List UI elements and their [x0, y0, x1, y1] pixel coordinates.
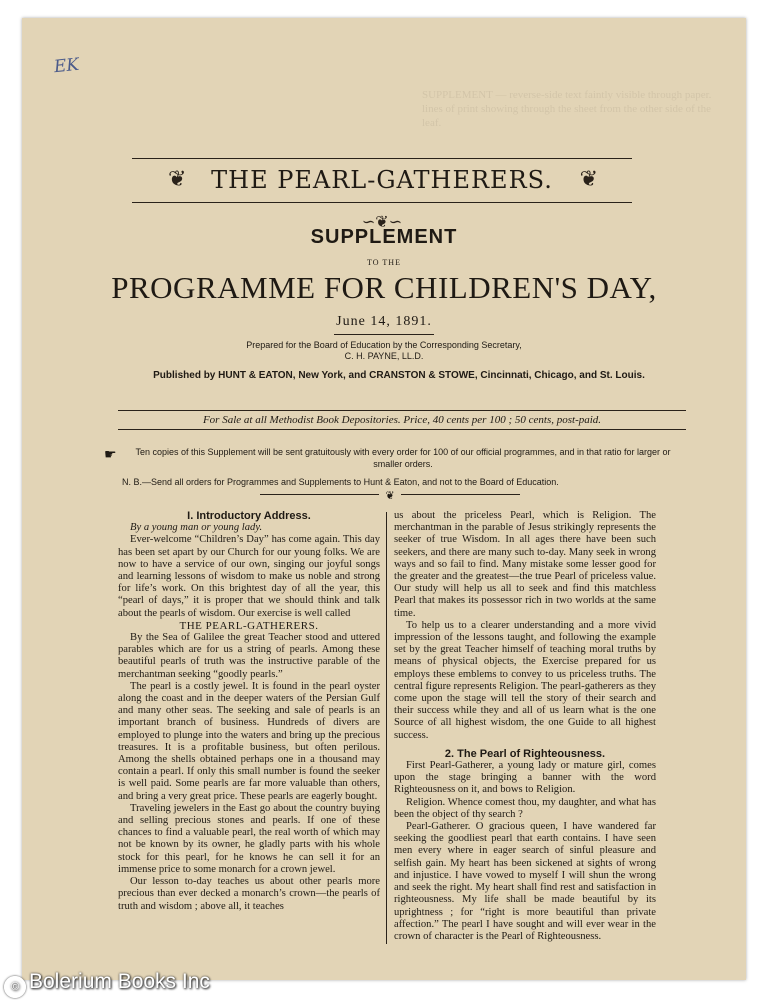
masthead-top-rule: [132, 158, 632, 159]
section-heading-introductory: I. Introductory Address.: [187, 510, 311, 522]
prepared-by: [22, 340, 746, 362]
scroll-ornament-icon: ❦: [168, 166, 187, 191]
paragraph: First Pearl-Gatherer, a young lady or mature girl, comes upon the stage bringing a banner with the word Righteousness on it, and bows to Religion.: [394, 760, 656, 796]
masthead-title: THE PEARL-GATHERERS.: [211, 166, 553, 194]
scroll-ornament-icon: ❦: [579, 166, 598, 191]
published-by: Published by HUNT & EATON, New York, and CRANSTON & STOWE, Cincinnati, Chicago, and St. Louis.: [153, 370, 645, 381]
paragraph: Ever-welcome “Children’s Day” has come again. This day has been set apart by our Church for our young folks. We are now to have a service of our own, singing our joyful songs and learning lessons of wisdom to make us noble and strong for life’s work. On this brightest day of all the year, this “pearl of days,” it is proper that we should think and talk about the pearls of wisdom. Our exercise is well called: [118, 534, 380, 619]
paragraph: Pearl-Gatherer. O gracious queen, I have wandered far seeking the goodliest pearl that earth contains. I have seen men every where in eager search of sinful pleasure and selfish gain. My heart has been sickened at sights of wrong and injustice. I have vowed to myself I will shun the wrong and seek the right. My heart shall find rest and satisfaction in righteousness. My life shall be made beautiful by its uprightness ; for “right is more beautiful than private affection.” The pearl I have sought and will ever wear in the crown of character is the Pearl of Righteousness.: [394, 821, 656, 942]
masthead-bottom-rule: [132, 202, 632, 203]
subheading-pearl-gatherers: THE PEARL-GATHERERS.: [179, 619, 319, 632]
paragraph: The pearl is a costly jewel. It is found in the pearl oyster along the coast and in the deeper waters of the Persian Gulf and many other seas. The seeking and sale of pearls is an important branch of business. Hundreds of divers are employed to plunge into the waters and bring up the precious treasures. It is a profitable business, but often perilous. Among the shells obtained perhaps one in a thousand may contain a pearl. If only this small number is found the seeker is well paid. Some pearls are far more valuable than others, and bring a very great price. These pearls are eagerly bought.: [118, 680, 380, 802]
paragraph: Religion. Whence comest thou, my daughter, and what has been the object of thy search ?: [394, 796, 656, 820]
date-rule: [334, 334, 434, 335]
for-sale-notice: For Sale at all Methodist Book Depositories. Price, 40 cents per 100 ; 50 cents, post-paid.: [118, 410, 686, 430]
copyright-icon: ©: [4, 976, 26, 998]
masthead: [132, 158, 632, 230]
paragraph: By the Sea of Galilee the great Teacher stood and uttered parables which are for us a string of pearls. Among these beautiful pearls of truth was the instructive parable of the merchantman seeking “goodly pearls.”: [118, 632, 380, 680]
prepared-by-line: Prepared for the Board of Education by the Corresponding Secretary,: [246, 340, 522, 350]
paragraph: Our lesson to-day teaches us about other pearls more precious than ever decked a monarch’s crown—the pearls of truth and wisdom ; above all, it teaches: [118, 876, 380, 912]
to-the-label: TO THE: [367, 258, 401, 267]
watermark-text: Bolerium Books Inc: [29, 970, 210, 993]
programme-title: PROGRAMME FOR CHILDREN'S DAY,: [111, 270, 657, 305]
date-line: June 14, 1891.: [336, 314, 432, 329]
notice-1: Ten copies of this Supplement will be sent gratuitously with every order for 100 of our official programmes, and in that ratio for larger or smaller orders.: [135, 447, 671, 469]
column-rule: [386, 512, 387, 944]
paragraph: To help us to a clearer understanding and a more vivid impression of the lessons taught, and following the example set by the great Teacher himself of teaching moral truths by means of physical objects, the Exercise prepared for us employs these emblems to convey to us priceless truths. The central figure represents Religion. The pearl-gatherers as they come upon the stage will tell the story of their search and their success while they and all of us learn what is the one Source of all highest wisdom, the one Guide to all highest success.: [394, 619, 656, 741]
watermark: [4, 970, 210, 998]
bleed-through-text: SUPPLEMENT — reverse-side text faintly visible through paper. lines of print showing through the sheet from the other side of the leaf.: [422, 89, 712, 129]
section-heading-righteousness: 2. The Pearl of Righteousness.: [444, 747, 606, 760]
byline: By a young man or young lady.: [130, 522, 263, 534]
notice-gratuitous: [122, 446, 684, 472]
pointing-hand-icon: ☛: [104, 448, 117, 463]
supplement-heading: SUPPLEMENT: [310, 226, 458, 248]
notice-nb: N. B.—Send all orders for Programmes and Supplements to Hunt & Eaton, and not to the Board of Education.: [122, 477, 559, 487]
right-column: [394, 510, 656, 943]
document-page: [22, 18, 746, 980]
divider-ornament-icon: ❦: [379, 490, 400, 502]
paragraph: us about the priceless Pearl, which is Religion. The merchantman in the parable of Jesus strikingly represents the seeker of true Wisdom. In all ages there have been such seekers, and there are many such to-day. Many seek in wrong ways and so fail to find. Many mistake some lesser good for the greater and the greatest—the true Pearl of priceless value. Our study will help us all to seek and find this matchless Pearl that makes its possessor rich in two worlds at the same time.: [394, 510, 656, 619]
flourish-icon: ∽❦∽: [361, 214, 403, 231]
left-column: [118, 510, 380, 913]
paragraph: Traveling jewelers in the East go about the country buying and selling precious stones and pearls. If one of these chances to find a valuable pearl, the real worth of which may not be known by its owner, he gladly parts with his whole stock for this pearl, for he knows he can sell it for an immense price to some monarch for a crown jewel.: [118, 802, 380, 875]
handwritten-annotation: EK: [53, 54, 81, 78]
secretary-name: C. H. PAYNE, LL.D.: [344, 351, 424, 361]
